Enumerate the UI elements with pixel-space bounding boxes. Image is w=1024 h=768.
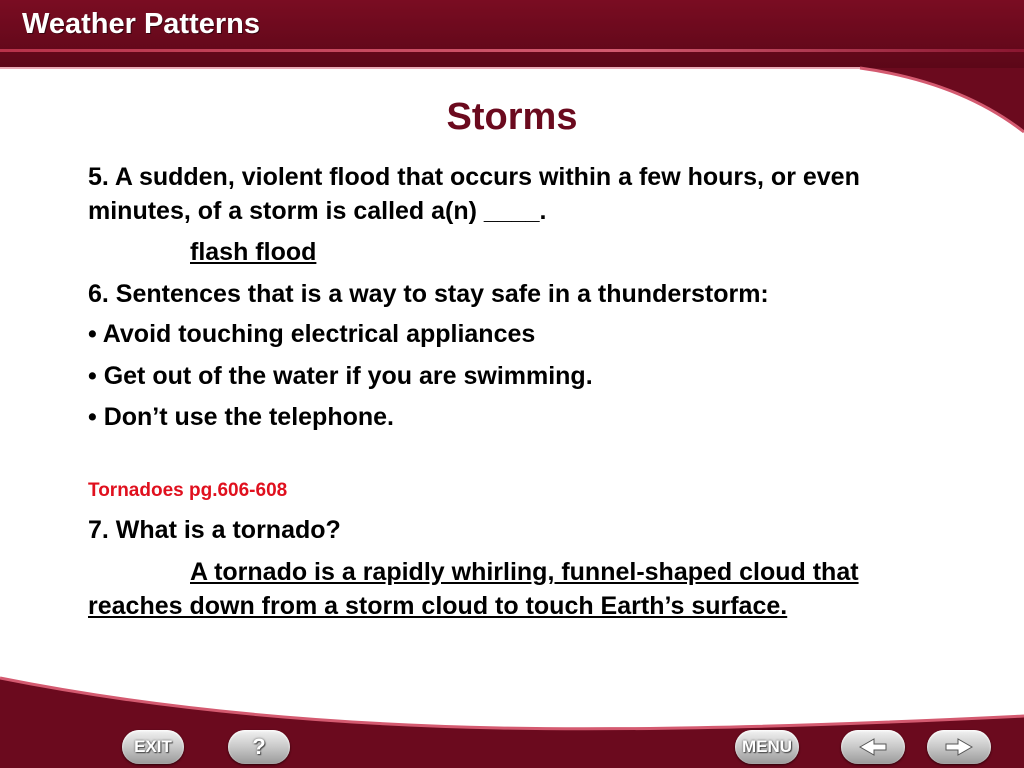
section-link-tornadoes[interactable]: Tornadoes pg.606-608 (88, 480, 288, 501)
question-7: 7. What is a tornado? (88, 516, 341, 544)
next-button[interactable] (927, 730, 991, 764)
question-5: 5. A sudden, violent flood that occurs within a few hours, or even minutes, of a storm is called a(n) ____. (88, 163, 860, 225)
bullet-item: • Get out of the water if you are swimming. (88, 362, 593, 390)
menu-label: MENU (741, 737, 793, 756)
app-title: Weather Patterns (22, 8, 260, 40)
bullet-item: • Avoid touching electrical appliances (88, 320, 536, 348)
right-arrow-icon (944, 737, 974, 757)
menu-button[interactable] (735, 730, 799, 764)
exit-label: EXIT (134, 737, 172, 756)
exit-button[interactable] (122, 730, 184, 764)
page-title: Storms (446, 96, 578, 138)
left-arrow-icon (858, 737, 888, 757)
answer-7: A tornado is a rapidly whirling, funnel-shaped cloud that reaches down from a storm cloud to touch Earth’s surface. (88, 558, 859, 620)
previous-button[interactable] (841, 730, 905, 764)
help-icon: ? (252, 734, 266, 759)
help-button[interactable] (228, 730, 290, 764)
answer-5-text: flash flood (190, 238, 317, 266)
question-6: 6. Sentences that is a way to stay safe in a thunderstorm: (88, 280, 769, 308)
bullet-item: • Don’t use the telephone. (88, 403, 394, 431)
answer-5 (88, 235, 908, 269)
